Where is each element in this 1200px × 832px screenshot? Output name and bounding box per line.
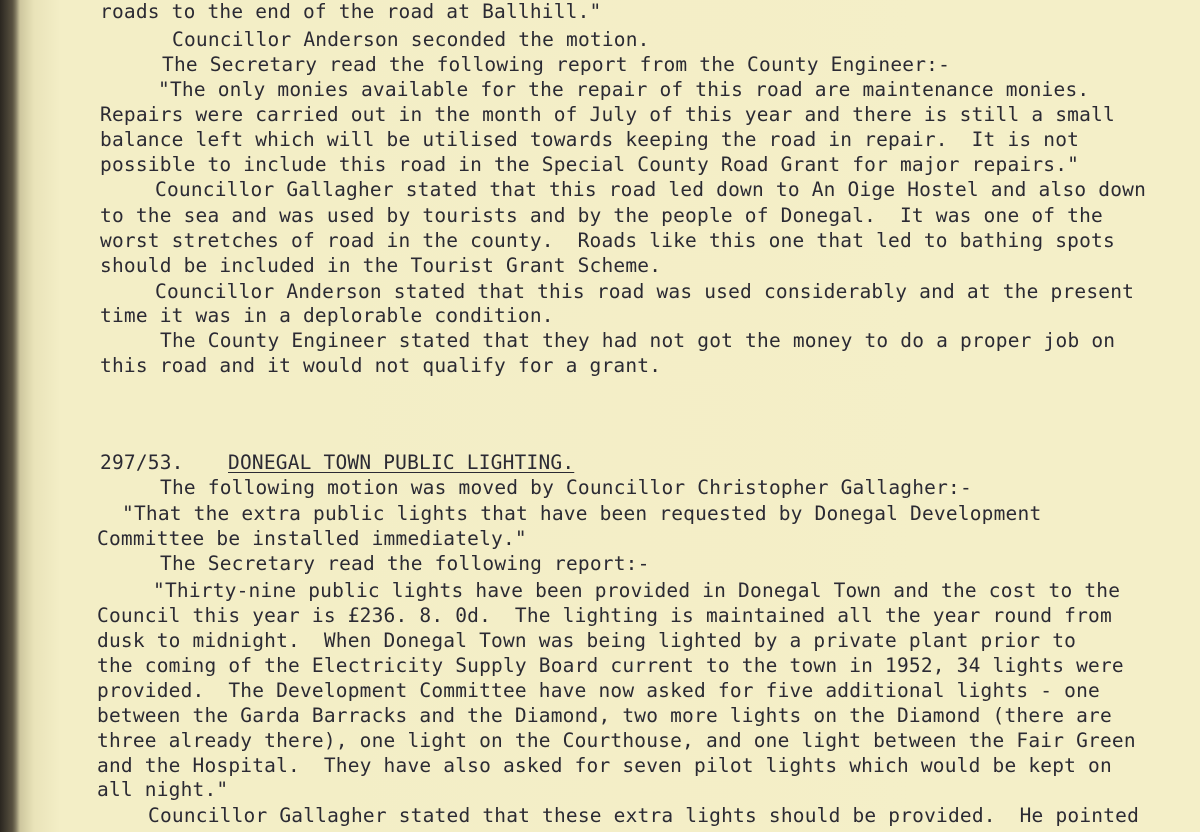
item-number: 297/53. — [100, 451, 184, 474]
text-line: balance left which will be utilised towards keeping the road in repair. It is not — [100, 128, 1080, 151]
text-line: three already there), one light on the Courthouse, and one light between the Fair Green — [97, 729, 1136, 752]
text-line: Councillor Gallagher stated that these extra lights should be provided. He pointed — [148, 804, 1140, 827]
page-binding-shadow — [0, 0, 20, 832]
text-line: "Thirty-nine public lights have been provided in Donegal Town and the cost to the — [153, 579, 1121, 602]
text-line: Council this year is £236. 8. 0d. The lighting is maintained all the year round from — [97, 604, 1112, 627]
text-line: Repairs were carried out in the month of July of this year and there is still a small — [100, 103, 1115, 126]
text-line: Councillor Gallagher stated that this road led down to An Oige Hostel and also down — [155, 178, 1147, 201]
text-line: The Secretary read the following report:- — [160, 552, 650, 575]
text-line: worst stretches of road in the county. Roads like this one that led to bathing spots — [100, 229, 1115, 252]
text-line: provided. The Development Committee have now asked for five additional lights - one — [97, 679, 1100, 702]
text-line: Committee be installed immediately." — [97, 527, 527, 550]
text-line: between the Garda Barracks and the Diamond, two more lights on the Diamond (there are — [97, 704, 1112, 727]
text-line: this road and it would not qualify for a grant. — [100, 354, 662, 377]
text-line: The County Engineer stated that they had not got the money to do a proper job on — [160, 329, 1116, 352]
section-heading: DONEGAL TOWN PUBLIC LIGHTING. — [228, 451, 575, 474]
text-line: "The only monies available for the repair of this road are maintenance monies. — [158, 78, 1090, 101]
text-line: roads to the end of the road at Ballhill." — [100, 0, 602, 23]
text-line: The Secretary read the following report from the County Engineer:- — [162, 53, 951, 76]
text-line: Councillor Anderson seconded the motion. — [172, 28, 650, 51]
text-line: Councillor Anderson stated that this road was used considerably and at the present — [155, 280, 1135, 303]
text-line: The following motion was moved by Councillor Christopher Gallagher:- — [160, 476, 972, 499]
text-line: all night." — [97, 778, 229, 801]
text-line: should be included in the Tourist Grant Scheme. — [100, 254, 662, 277]
text-line: "That the extra public lights that have been requested by Donegal Development — [122, 502, 1042, 525]
text-line: and the Hospital. They have also asked for seven pilot lights which would be kept on — [97, 754, 1112, 777]
text-line: the coming of the Electricity Supply Board current to the town in 1952, 34 lights were — [97, 654, 1124, 677]
text-line: to the sea and was used by tourists and by the people of Donegal. It was one of the — [100, 204, 1103, 227]
text-line: time it was in a deplorable condition. — [100, 304, 554, 327]
text-line: possible to include this road in the Special County Road Grant for major repairs." — [100, 153, 1080, 176]
text-line: dusk to midnight. When Donegal Town was being lighted by a private plant prior to — [97, 629, 1077, 652]
